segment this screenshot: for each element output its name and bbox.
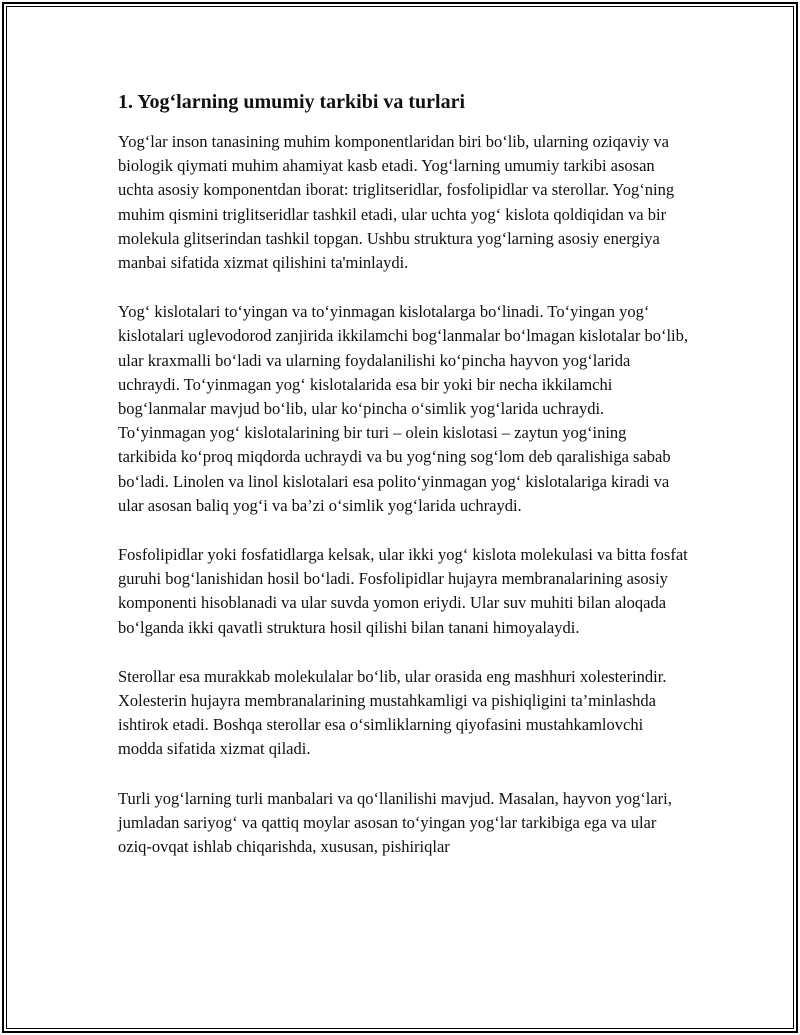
document-body bbox=[118, 88, 688, 884]
paragraph-fatty-acids: Yog‘ kislotalari to‘yingan va to‘yinmagan kislotalarga bo‘linadi. To‘yingan yog‘ kislotalari uglevodorod zanjirida ikkilamchi bog‘lanmalar bo‘lmagan kislotalar bo‘lib, ular kraxmalli bo‘ladi va ularning foydalanilishi ko‘pincha hayvon yog‘larida uchraydi. To‘yinmagan yog‘ kislotalarida esa bir yoki bir necha ikkilamchi bog‘lanmalar mavjud bo‘lib, ular ko‘pincha o‘simlik yog‘larida uchraydi. To‘yinmagan yog‘ kislotalarining bir turi – olein kislotasi – zaytun yog‘ining tarkibida ko‘proq miqdorda uchraydi va bu yog‘ning sog‘lom deb qaralishiga sabab bo‘ladi. Linolen va linol kislotalari esa polito‘yinmagan yog‘ kislotalariga kiradi va ular asosan baliq yog‘i va ba’zi o‘simlik yog‘larida uchraydi. bbox=[118, 302, 689, 515]
paragraph-intro: Yog‘lar inson tanasining muhim komponentlaridan biri bo‘lib, ularning oziqaviy va biologik qiymati muhim ahamiyat kasb etadi. Yog‘larning umumiy tarkibi asosan uchta asosiy komponentdan iborat: triglitseridlar, fosfolipidlar va sterollar. Yog‘ning muhim qismini triglitseridlar tashkil etadi, ular uchta yog‘ kislota qoldiqidan va bir molekula glitserindan tashkil topgan. Ushbu struktura yog‘larning asosiy energiya manbai sifatida xizmat qilishini ta'minlaydi. bbox=[118, 132, 675, 273]
paragraph-phospholipids: Fosfolipidlar yoki fosfatidlarga kelsak, ular ikki yog‘ kislota molekulasi va bitta fosfat guruhi bog‘lanishidan hosil bo‘ladi. Fosfolipidlar hujayra membranalarining asosiy komponenti hisoblanadi va ular suvda yomon eriydi. Ular suv muhiti bilan aloqada bo‘lganda ikki qavatli struktura hosil qilishi bilan tanani himoyalaydi. bbox=[118, 545, 688, 637]
paragraph-sources: Turli yog‘larning turli manbalari va qo‘llanilishi mavjud. Masalan, hayvon yog‘lari, jumladan sariyog‘ va qattiq moylar asosan to‘yingan yog‘lar tarkibiga ega va ular oziq-ovqat ishlab chiqarishda, xususan, pishiriqlar bbox=[118, 788, 672, 857]
section-heading: 1. Yog‘larning umumiy tarkibi va turlari bbox=[118, 91, 466, 113]
paragraph-sterols: Sterollar esa murakkab molekulalar bo‘lib, ular orasida eng mashhuri xolesterindir. Xolesterin hujayra membranalarining mustahkamligi va pishiqligini ta’minlashda ishtirok etadi. Boshqa sterollar esa o‘simliklarning qiyofasini mustahkamlovchi modda sifatida xizmat qiladi. bbox=[118, 666, 667, 759]
